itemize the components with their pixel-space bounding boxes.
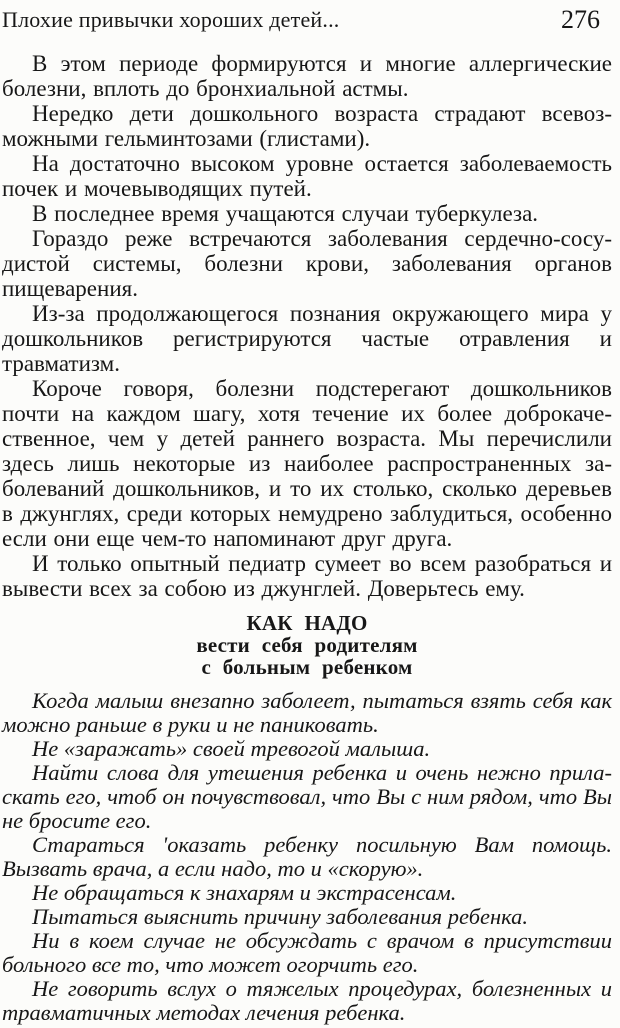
section-heading-line: с больным ребенком — [201, 655, 413, 679]
advice-paragraph: Не говорить вслух о тяжелых процедурах, болезненных и травматичных методах лечения ребенка. — [2, 976, 612, 1025]
advice-paragraph: Ни в коем случае не обсуждать с врачом в присутствии больного все то, что может огорчить его. — [2, 928, 612, 977]
body-paragraph: Нередко дети дошкольного возраста страдают всевозможными гельминтозами (глистами). — [2, 101, 612, 151]
advice-paragraph: Пытаться выяснить причину заболевания ребенка. — [32, 904, 528, 929]
body-paragraph: И только опытный педиатр сумеет во всем разобраться и вывести всех за собою из джунглей. Доверьтесь ему. — [2, 551, 612, 601]
advice-paragraph: Не «заражать» своей тревогой малыша. — [32, 736, 431, 761]
body-paragraph: Короче говоря, болезни подстерегают дошкольников почти на каждом шагу, хотя течение их более доброкачественное, чем у детей раннего возраста. Мы перечислили здесь лишь некоторые из наиболее распространенных заболеваний дошкольников, и то их столько, сколько деревьев в джунглях, среди которых немудрено заблудиться, особенно если они еще чем-то напоминают друг друга. — [2, 376, 612, 551]
body-paragraph: Из-за продолжающегося познания окружающего мира у дошкольников регистрируются частые отравления и травматизм. — [2, 301, 612, 376]
advice-paragraph: Найти слова для утешения ребенка и очень нежно приласкать его, чтоб он почувствовал, что Вы с ним рядом, что Вы не бросите его. — [2, 760, 612, 833]
body-paragraph: На достаточно высоком уровне остается заболеваемость почек и мочевыводящих путей. — [2, 151, 612, 201]
body-paragraph: В последнее время учащаются случаи туберкулеза. — [32, 201, 539, 226]
running-title: Плохие привычки хороших детей... — [2, 7, 340, 32]
section-heading-line: вести себя родителям — [196, 633, 418, 657]
section-heading — [2, 612, 612, 678]
advice-paragraph: Стараться 'оказать ребенку посильную Вам помощь. Вызвать врача, а если надо, то и «скорую». — [2, 832, 612, 881]
section-heading-line: КАК НАДО — [246, 611, 368, 635]
page-header — [2, 6, 612, 34]
body-paragraph: Гораздо реже встречаются заболевания сердечно-сосудистой системы, болезни крови, заболевания органов пищеварения. — [2, 226, 612, 301]
advice-paragraph: Не обращаться к знахарям и экстрасенсам. — [32, 880, 457, 905]
page-number: 276 — [561, 5, 600, 34]
body-paragraph: В этом периоде формируются и многие аллергические болезни, вплоть до бронхиальной астмы. — [2, 51, 612, 101]
advice-paragraph: Когда малыш внезапно заболеет, пытаться взять себя как можно раньше в руки и не паниковать. — [2, 688, 612, 737]
body-text — [2, 51, 612, 601]
advice-list — [2, 689, 612, 1025]
